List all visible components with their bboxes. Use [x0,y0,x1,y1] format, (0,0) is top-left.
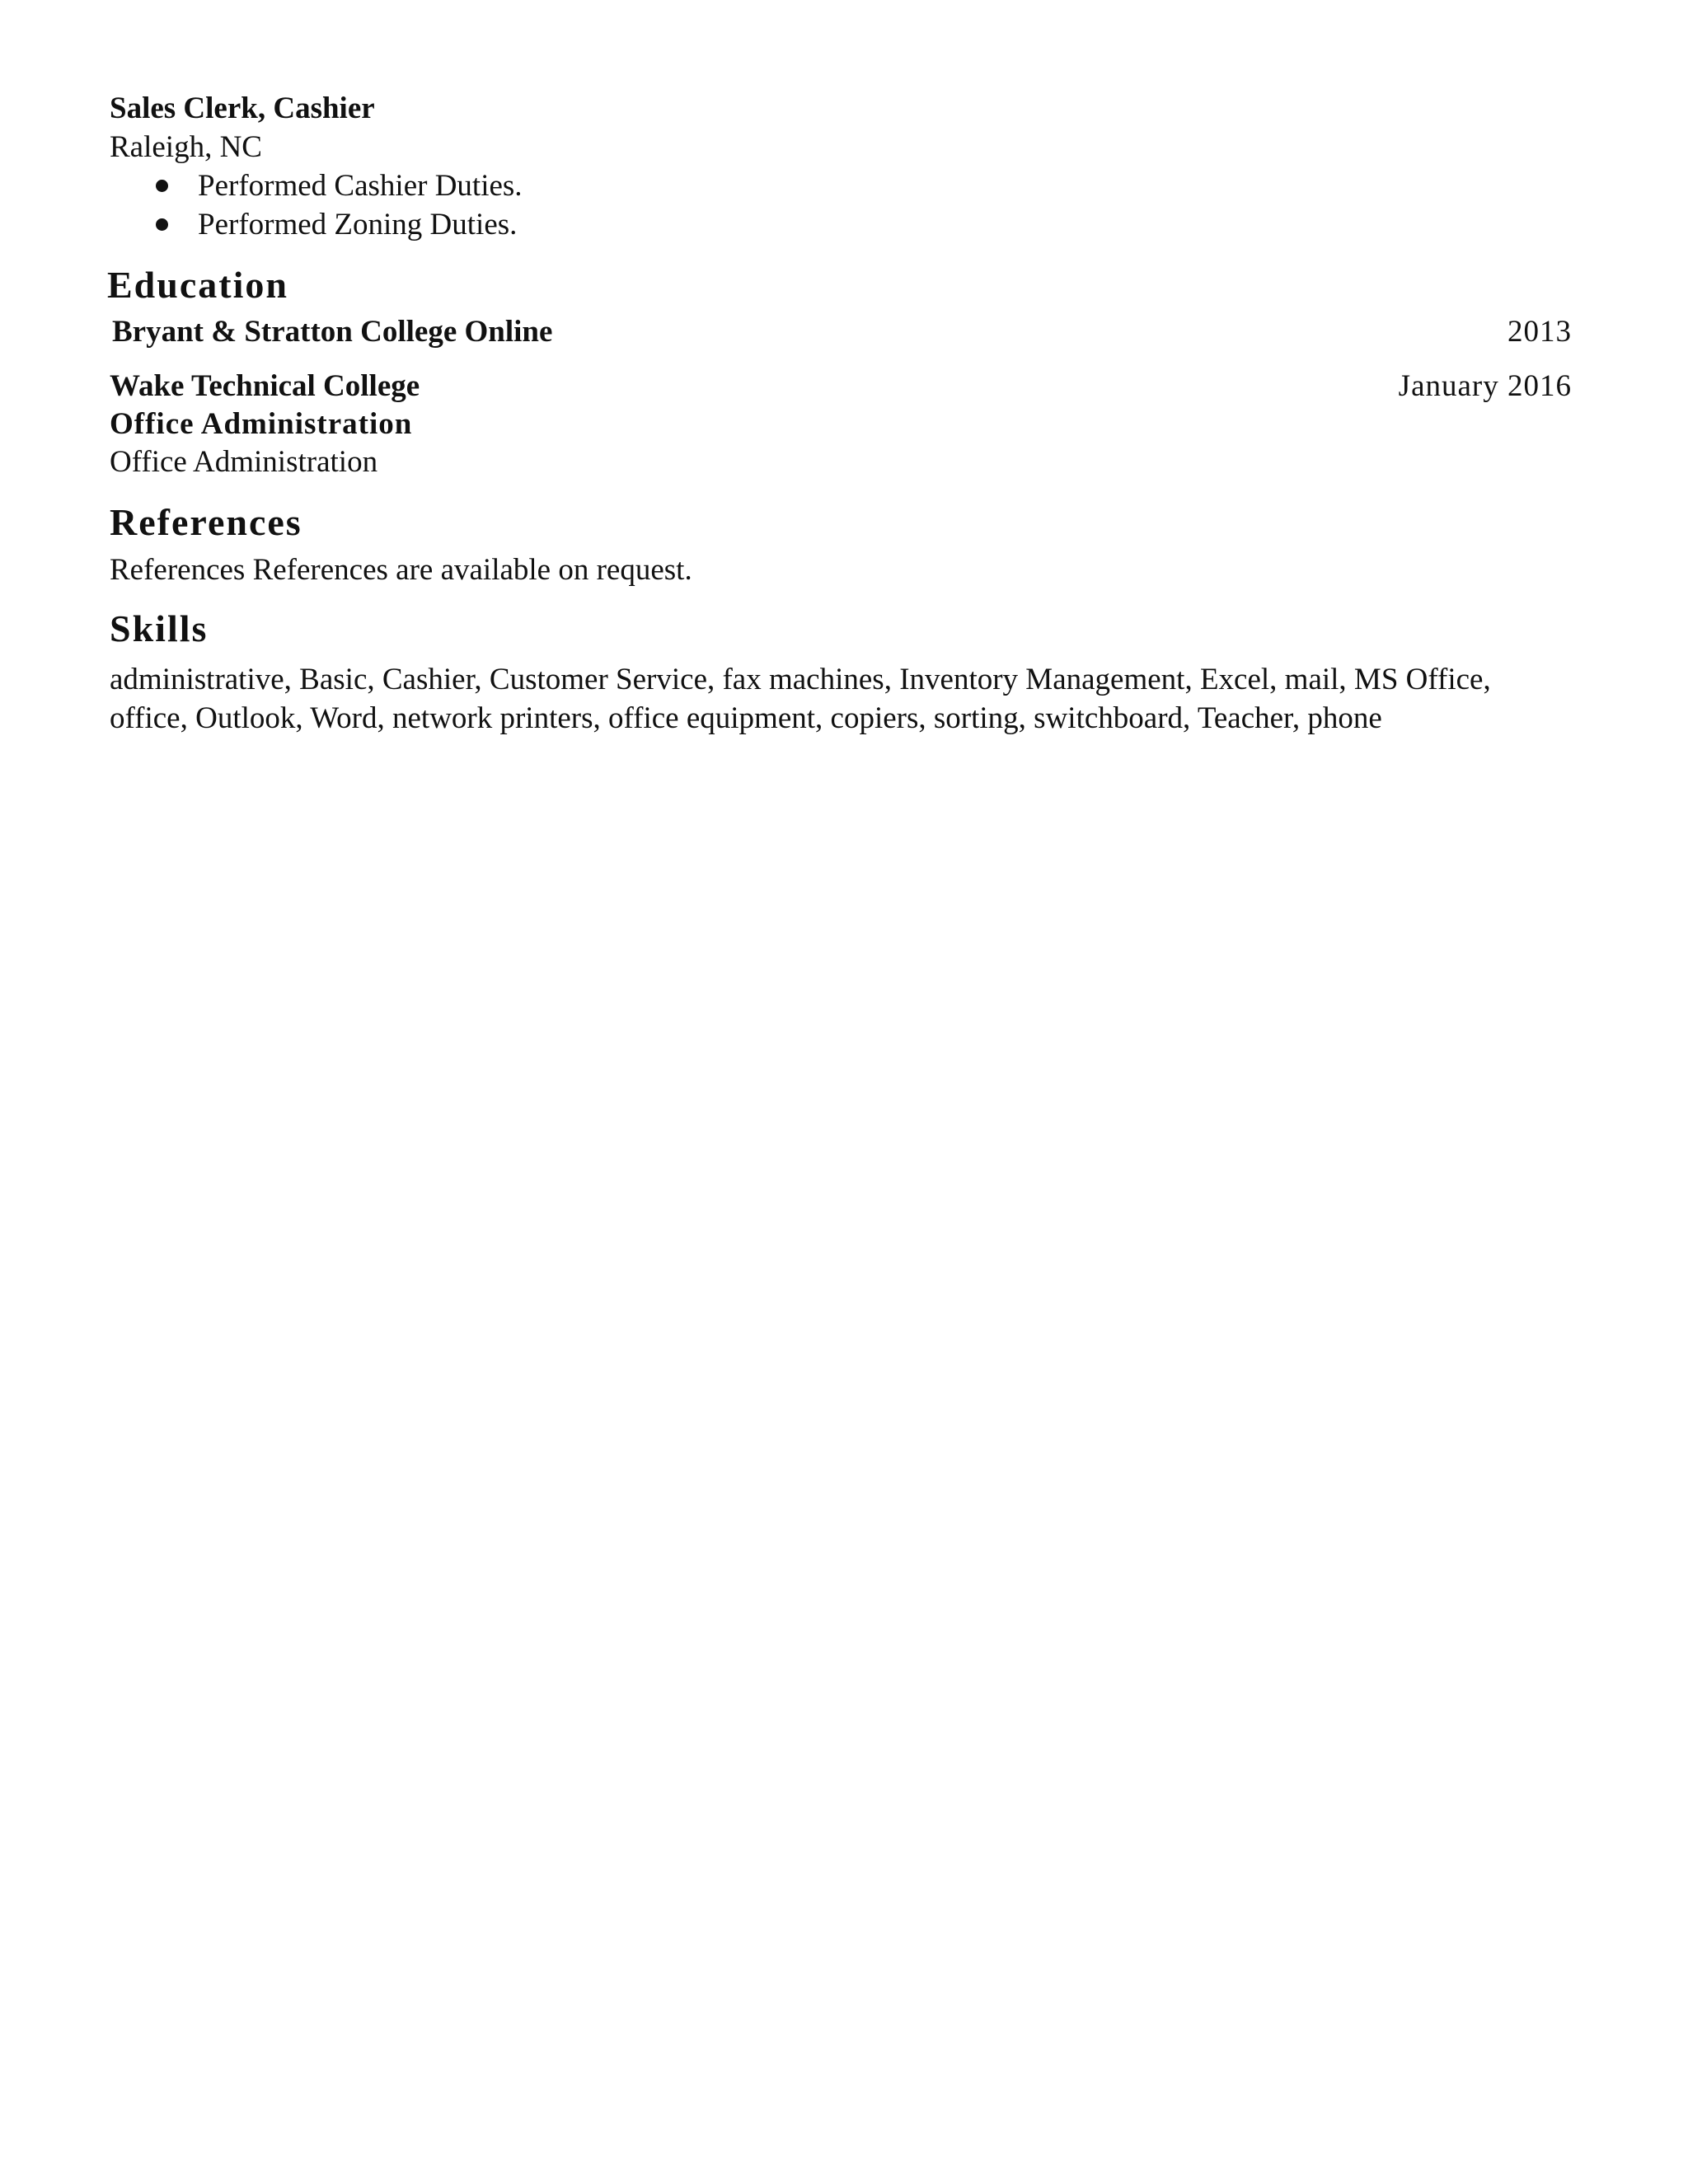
bullet-icon [156,218,168,231]
resume-page [107,89,1572,738]
list-item-text: Performed Zoning Duties. [198,208,518,241]
education-entry [110,313,1572,351]
education-degree: Office Administration [110,407,413,441]
skills-text: administrative, Basic, Cashier, Customer Service, fax machines, Inventory Management, Excel, mail, MS Office, office, Outlook, Word, network printers, office equipment, copiers, sorting, switchboard, Teacher, phone [110,663,1491,735]
job-location: Raleigh, NC [110,130,262,164]
education-date: January 2016 [1398,369,1572,403]
references-heading: References [110,501,302,543]
education-date: 2013 [1507,315,1572,349]
education-field: Office Administration [110,445,378,479]
references-text: References References are available on request. [110,553,692,587]
skills-heading: Skills [110,607,209,649]
job-title: Sales Clerk, Cashier [110,91,375,125]
bullet-icon [156,180,168,192]
education-school: Bryant & Stratton College Online [112,315,553,349]
job-duties-list [110,166,1572,244]
experience-entry [110,89,1572,244]
education-school: Wake Technical College [110,369,420,403]
list-item [110,205,1572,244]
education-heading: Education [107,264,288,306]
list-item [110,166,1572,205]
education-entry [110,368,1572,481]
list-item-text: Performed Cashier Duties. [198,169,523,203]
